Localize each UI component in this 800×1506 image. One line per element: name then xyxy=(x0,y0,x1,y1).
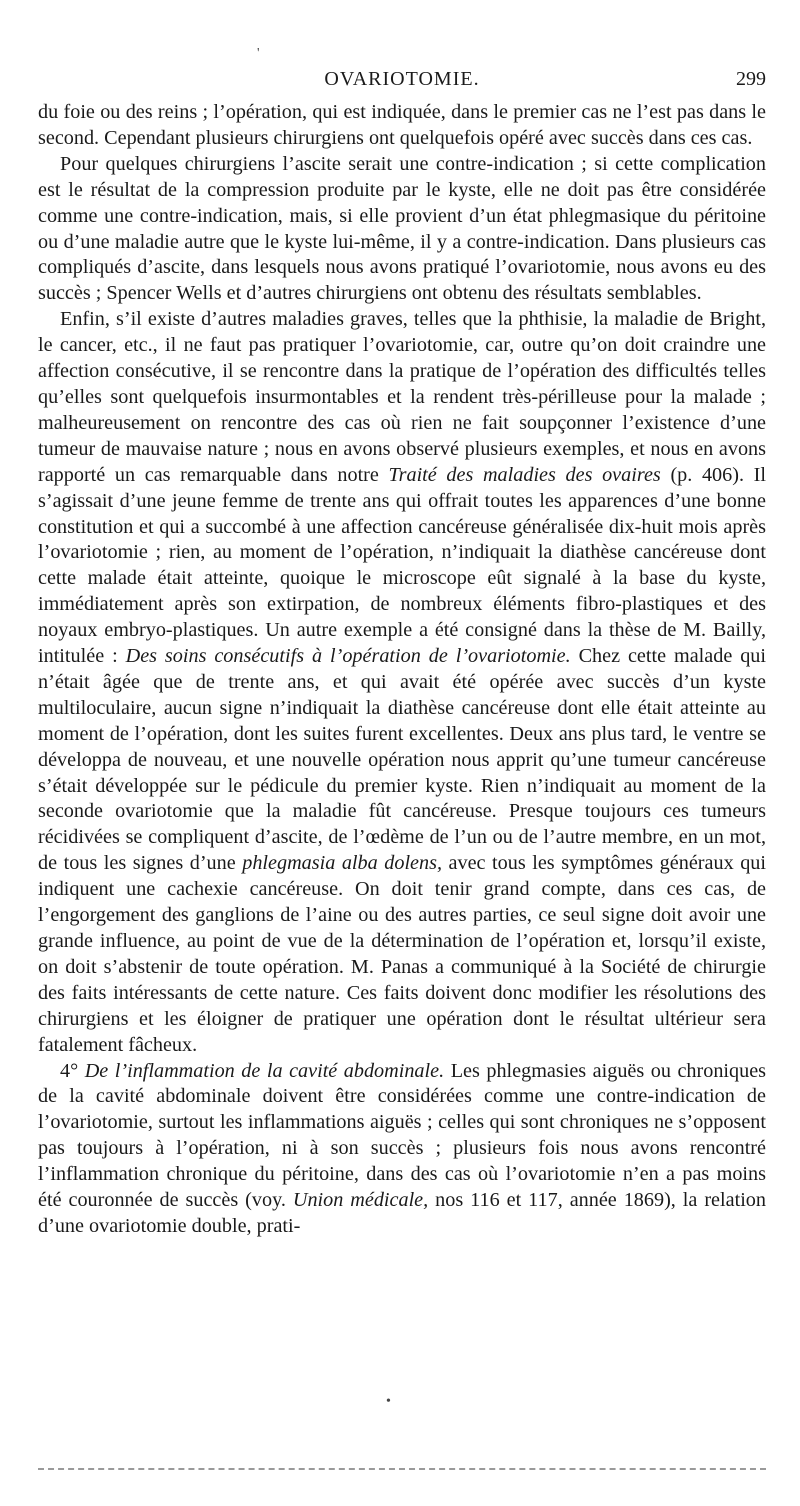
latin-term: phlegmasia alba dolens, xyxy=(242,852,443,875)
stray-mark: ' xyxy=(257,46,260,61)
book-title-traite: Traité des maladies des ovaires xyxy=(388,463,661,486)
body-text xyxy=(38,100,766,1240)
paragraph-3 xyxy=(38,307,766,1058)
paragraph-3-text-c: Chez cette malade qui n’était âgée que de trente ans, et qui avait été opérée avec succès d’un kyste multiloculaire, aucun signe n’indiquait la diathèse cancéreuse dont elle était atteinte au moment de l’opération, dont les suites furent excellentes. Deux ans plus tard, le ventre se développa de nouveau, et une nouvelle opération nous apprit qu’une tumeur cancéreuse s’était développée sur le pédicule du premier kyste. Rien n’indiquait au moment de la seconde ovariotomie que la maladie fût cancéreuse. Presque toujours ces tumeurs récidivées se compliquent d’ascite, de l’œdème de l’un ou de l’autre membre, en un mot, de tous les signes d’une xyxy=(38,645,766,875)
section-number: 4° xyxy=(60,1059,79,1082)
page-header xyxy=(38,64,766,94)
paragraph-1: du foie ou des reins ; l’opération, qui est indiquée, dans le premier cas ne l’est pas dans le second. Cependant plusieurs chirurgiens ont quelquefois opéré avec succès dans ces cas. xyxy=(38,101,766,149)
section-heading: De l’inflammation de la cavité abdominale. xyxy=(84,1059,445,1082)
thesis-title: Des soins consécutifs à l’opération de l’ovariotomie. xyxy=(125,645,571,668)
journal-title: Union médicale, xyxy=(292,1189,429,1212)
page-number: 299 xyxy=(736,68,766,90)
paragraph-2: Pour quelques chirurgiens l’ascite serait une contre-indication ; si cette complication est le résultat de la compression produite par le kyste, elle ne doit pas être considérée comme une contre-indication, mais, si elle provient d’un état phlegmasique du péritoine ou d’une maladie autre que le kyste lui-même, il y a contre-indication. Dans plusieurs cas compliqués d’ascite, dans lesquels nous avons pratiqué l’ovariotomie, nous avons eu des succès ; Spencer Wells et d’autres chirurgiens ont obtenu des résultats semblables. xyxy=(38,152,766,305)
paragraph-4-text-b: nos 116 et 117, année 1869), la relation d’une ovariotomie double, prati- xyxy=(38,1189,766,1237)
bottom-rule xyxy=(38,1468,766,1470)
paragraph-4 xyxy=(38,1059,766,1240)
paragraph-4-text-a: Les phlegmasies aiguës ou chroniques de la cavité abdominale doivent être considérées comme une contre-indication de l’ovariotomie, surtout les inflammations aiguës ; celles qui sont chroniques ne s’opposent pas toujours à l’opération, ni à son succès ; plusieurs fois nous avons rencontré l’inflammation chronique du péritoine, dans des cas où l’ovariotomie n’en a pas moins été couronnée de succès (voy. xyxy=(38,1059,767,1212)
paragraph-3-text-d: avec tous les symptômes généraux qui indiquent une cachexie cancéreuse. On doit tenir grand compte, dans ces cas, de l’engorgement des ganglions de l’aine ou des autres parties, ce seul signe doit avoir une grande influence, au point de vue de la détermination de l’opération et, lorsqu’il existe, on doit s’abstenir de toute opération. M. Panas a communiqué à la Société de chirurgie des faits intéressants de cette nature. Ces faits doivent donc modifier les résolutions des chirurgiens et les éloigner de pratiquer une opération dont le résultat ultérieur sera fatalement fâcheux. xyxy=(38,852,766,1056)
paragraph-3-text-a: Enfin, s’il existe d’autres maladies graves, telles que la phthisie, la maladie de Bright, le cancer, etc., il ne faut pas pratiquer l’ovariotomie, car, outre qu’on doit craindre une affection consécutive, il se rencontre dans la pratique de l’opération des difficultés telles qu’elles sont quelquefois insurmontables et la rendent très-périlleuse pour la malade ; malheureusement on rencontre des cas où rien ne fait soupçonner l’existence d’une tumeur de mauvaise nature ; nous en avons observé plusieurs exemples, et nous en avons rapporté un cas remarquable dans notre xyxy=(38,308,766,486)
paragraph-3-text-b: (p. 406). Il s’agissait d’une jeune femme de trente ans qui offrait toutes les apparences d’une bonne constitution et qui a succombé à une affection cancéreuse généralisée dix-huit mois après l’ovariotomie ; rien, au moment de l’opération, n’indiquait la diathèse cancéreuse dont cette malade était atteinte, quoique le microscope eût signalé à la base du kyste, immédiatement après son extirpation, de nombreux éléments fibro-plastiques et des noyaux embryo-plastiques. Un autre exemple a été consigné dans la thèse de M. Bailly, intitulée : xyxy=(38,463,766,668)
stray-mark: • xyxy=(386,1394,391,1409)
running-title: OVARIOTOMIE. xyxy=(324,68,480,90)
